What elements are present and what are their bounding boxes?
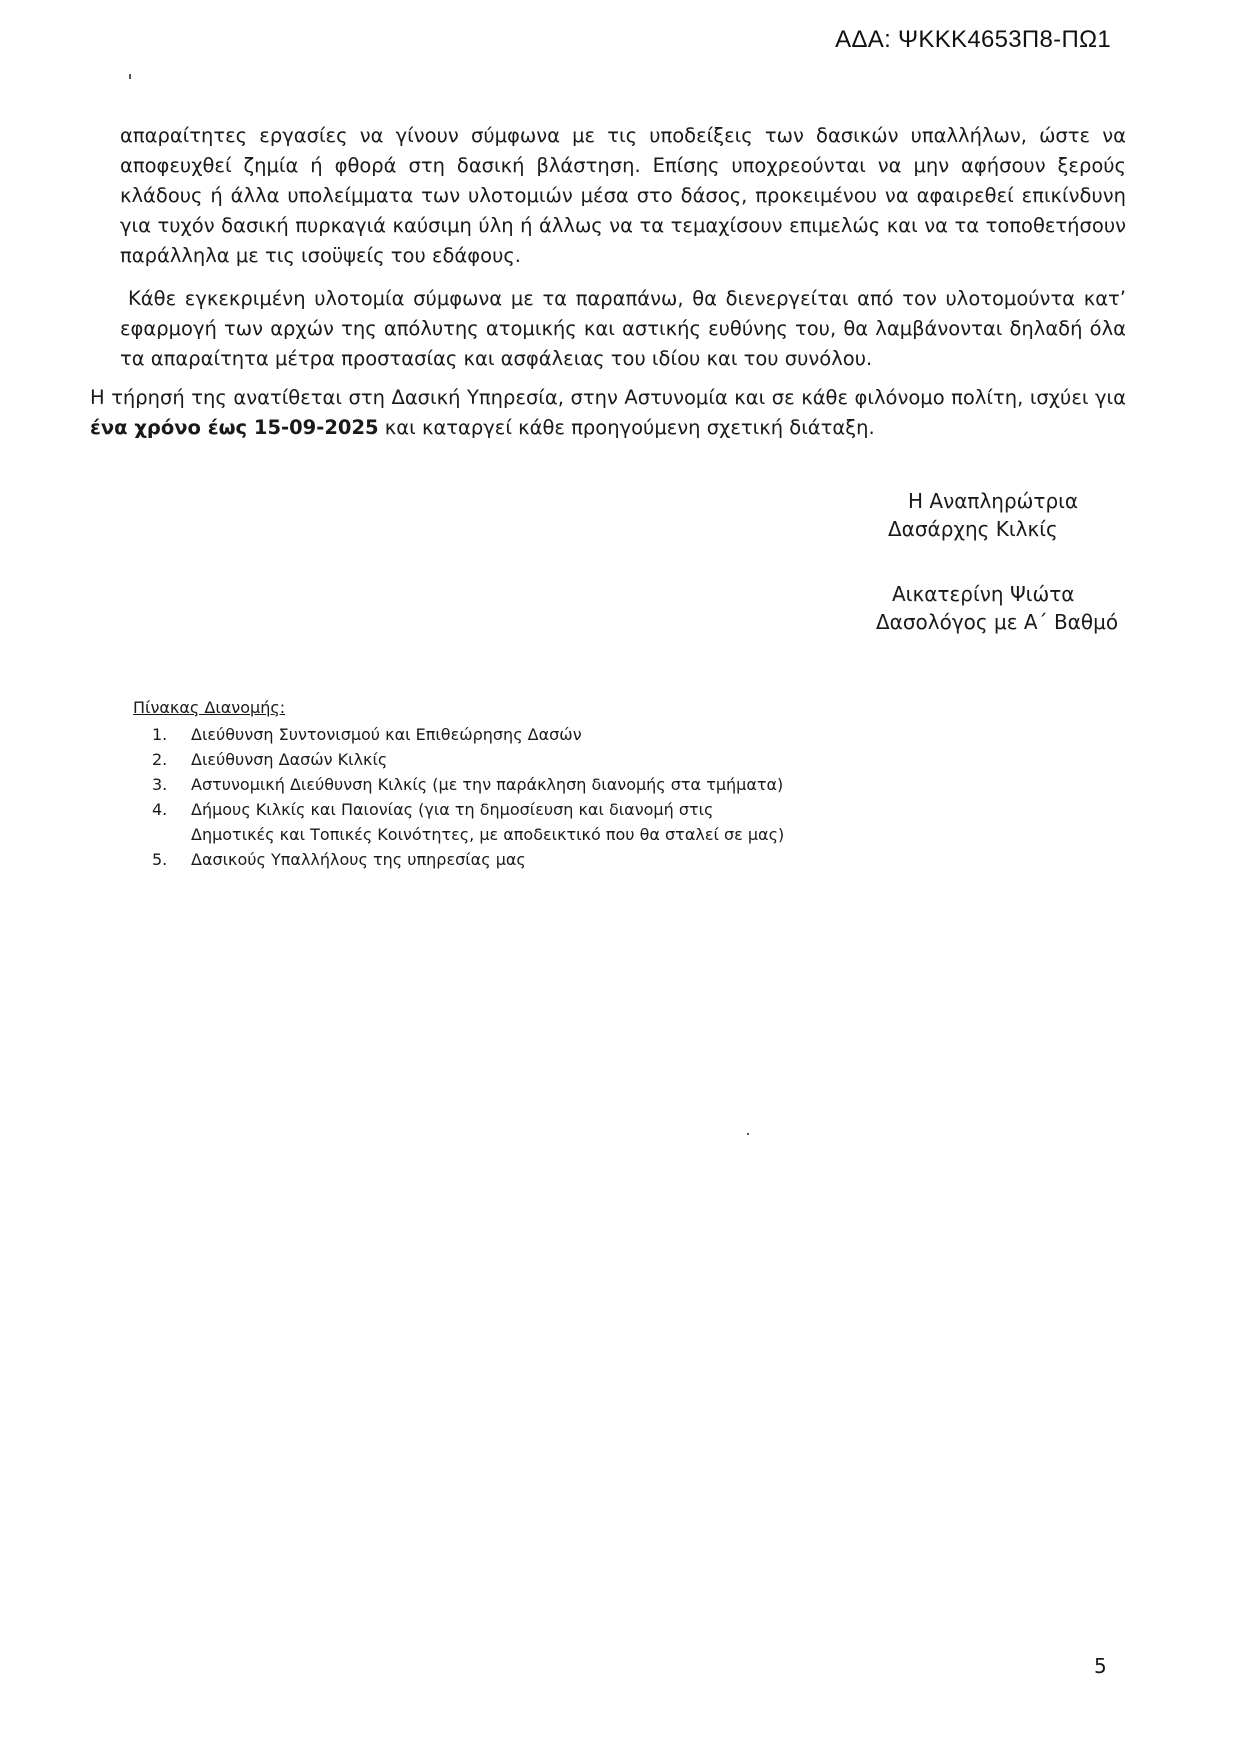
distribution-item-text: Διεύθυνση Συντονισμού και Επιθεώρησης Δασών <box>191 725 582 744</box>
paragraph-3-end: και καταργεί κάθε προηγούμενη σχετική διάταξη. <box>378 416 875 439</box>
distribution-item-text: Δήμους Κιλκίς και Παιονίας (για τη δημοσίευση και διανομή στις <box>191 800 714 819</box>
distribution-list <box>0 722 784 872</box>
signatory-title-line1: Η Αναπληρώτρια <box>908 489 1079 513</box>
distribution-item <box>0 797 784 847</box>
signatory-title-line2: Δασάρχης Κιλκίς <box>888 517 1058 541</box>
distribution-item <box>0 847 784 872</box>
distribution-item-number: 3. <box>152 775 168 794</box>
distribution-item <box>0 722 784 747</box>
distribution-title: Πίνακας Διανομής: <box>133 698 286 717</box>
paragraph-2: Κάθε εγκεκριμένη υλοτομία σύμφωνα με τα παραπάνω, θα διενεργείται από τον υλοτομούντα κατ’ εφαρμογή των αρχών της απόλυτης ατομικής και αστικής ευθύνης του, θα λαμβάνονται δηλαδή όλα τα απαραίτητα μέτρα προστασίας και ασφάλειας του ιδίου και του συνόλου. <box>120 287 1126 370</box>
distribution-item-number: 1. <box>152 725 168 744</box>
distribution-item-number: 2. <box>152 750 168 769</box>
paragraph-3-start: Η τήρησή της ανατίθεται στη Δασική Υπηρεσία, στην Αστυνομία και σε κάθε φιλόνομο πολίτη, ισχύει για <box>90 386 1126 409</box>
distribution-item-text: Διεύθυνση Δασών Κιλκίς <box>191 750 388 769</box>
signatory-name: Αικατερίνη Ψιώτα <box>892 582 1075 606</box>
distribution-item-text: Αστυνομική Διεύθυνση Κιλκίς (με την παράκληση διανομής στα τμήματα) <box>191 775 784 794</box>
paragraph-3 <box>90 383 1126 443</box>
paragraph-1: απαραίτητες εργασίες να γίνουν σύμφωνα με τις υποδείξεις των δασικών υπαλλήλων, ώστε να αποφευχθεί ζημία ή φθορά στη δασική βλάστηση. Επίσης υποχρεούνται να μην αφήσουν ξερούς κλάδους ή άλλα υπολείμματα των υλοτομιών μέσα στο δάσος, προκειμένου να αφαιρεθεί επικίνδυνη για τυχόν δασική πυρκαγιά καύσιμη ύλη ή άλλως να τα τεμαχίσουν επιμελώς και να τα τοποθετήσουν παράλληλα με τις ισοϋψείς του εδάφους. <box>120 124 1126 267</box>
scan-speck <box>129 74 131 79</box>
signatory-position: Δασολόγος με Α΄ Βαθμό <box>876 610 1119 634</box>
distribution-item-number: 4. <box>152 800 168 819</box>
ada-code: ΑΔΑ: ΨΚΚΚ4653Π8-ΠΩ1 <box>835 26 1111 53</box>
distribution-item-number: 5. <box>152 850 168 869</box>
page-number: 5 <box>1094 1654 1107 1678</box>
distribution-item-continuation: Δημοτικές και Τοπικές Κοινότητες, με αποδεικτικό που θα σταλεί σε μας) <box>191 825 785 844</box>
scan-speck <box>747 1133 749 1135</box>
distribution-item <box>0 747 784 772</box>
distribution-item <box>0 772 784 797</box>
distribution-item-text: Δασικούς Υπαλλήλους της υπηρεσίας μας <box>191 850 526 869</box>
validity-period: ένα χρόνο έως 15-09-2025 <box>90 416 379 439</box>
